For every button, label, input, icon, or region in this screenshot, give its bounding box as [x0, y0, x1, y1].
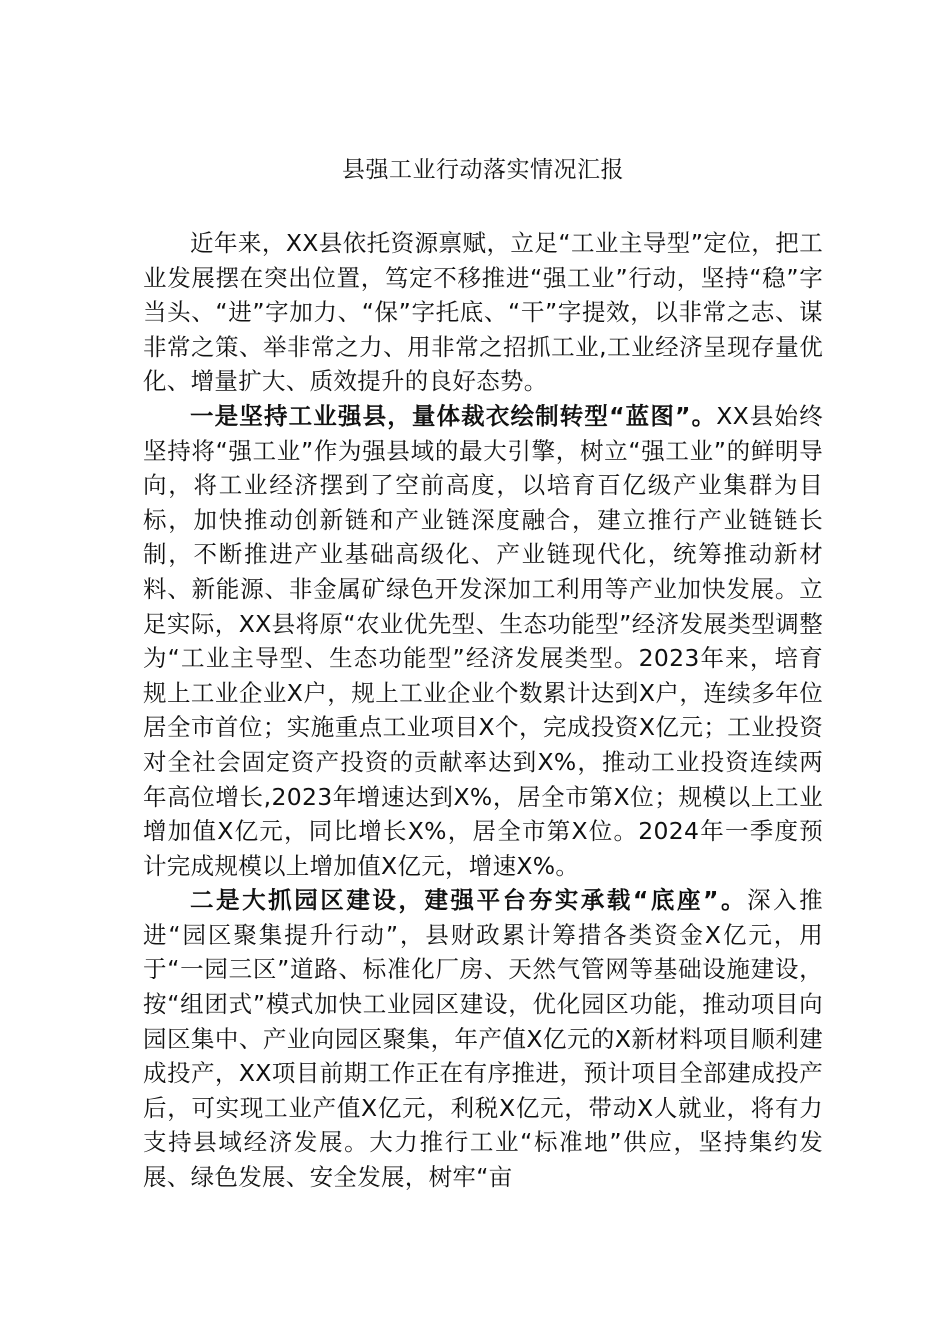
paragraph-lead: 一是坚持工业强县，量体裁衣绘制转型“蓝图”。 — [190, 401, 717, 430]
paragraph-lead: 二是大抓园区建设，建强平台夯实承载“底座”。 — [190, 886, 748, 915]
paragraph-text: 近年来，XX县依托资源禀赋，立足“工业主导型”定位，把工业发展摆在突出位置，笃定不移推进“强工业”行动，坚持“稳”字当头、“进”字加力、“保”字托底、“干”字提效，以非常之志、谋非常之策、举非常之力、用非常之招抓工业,工业经济呈现存量优化、增量扩大、质效提升的良好态势。 — [143, 229, 823, 396]
paragraph-intro — [143, 226, 823, 399]
document-title: 县强工业行动落实情况汇报 — [342, 157, 624, 183]
document-page — [143, 150, 823, 1195]
paragraph-section-1 — [143, 399, 823, 883]
paragraph-text: 深入推进“园区聚集提升行动”，县财政累计筹措各类资金X亿元，用于“一园三区”道路、标准化厂房、天然气管网等基础设施建设，按“组团式”模式加快工业园区建设，优化园区功能，推动项目向园区集中、产业向园区聚集，年产值X亿元的X新材料项目顺利建成投产，XX项目前期工作正在有序推进，预计项目全部建成投产后，可实现工业产值X亿元，利税X亿元，带动X人就业，将有力支持县域经济发展。大力推行工业“标准地”供应，坚持集约发展、绿色发展、安全发展，树牢“亩 — [143, 886, 823, 1192]
paragraph-text: XX县始终坚持将“强工业”作为强县域的最大引擎，树立“强工业”的鲜明导向，将工业经济摆到了空前高度，以培育百亿级产业集群为目标，加快推动创新链和产业链深度融合，建立推行产业链链长制，不断推进产业基础高级化、产业链现代化，统筹推动新材料、新能源、非金属矿绿色开发深加工利用等产业加快发展。立足实际，XX县将原“农业优先型、生态功能型”经济发展类型调整为“工业主导型、生态功能型”经济发展类型。2023年来，培育规上工业企业X户，规上工业企业个数累计达到X户，连续多年位居全市首位；实施重点工业项目X个，完成投资X亿元；工业投资对全社会固定资产投资的贡献率达到X%，推动工业投资连续两年高位增长,2023年增速达到X%，居全市第X位；规模以上工业增加值X亿元，同比增长X%，居全市第X位。2024年一季度预计完成规模以上增加值X亿元，增速X%。 — [143, 401, 823, 880]
paragraph-section-2 — [143, 883, 823, 1194]
